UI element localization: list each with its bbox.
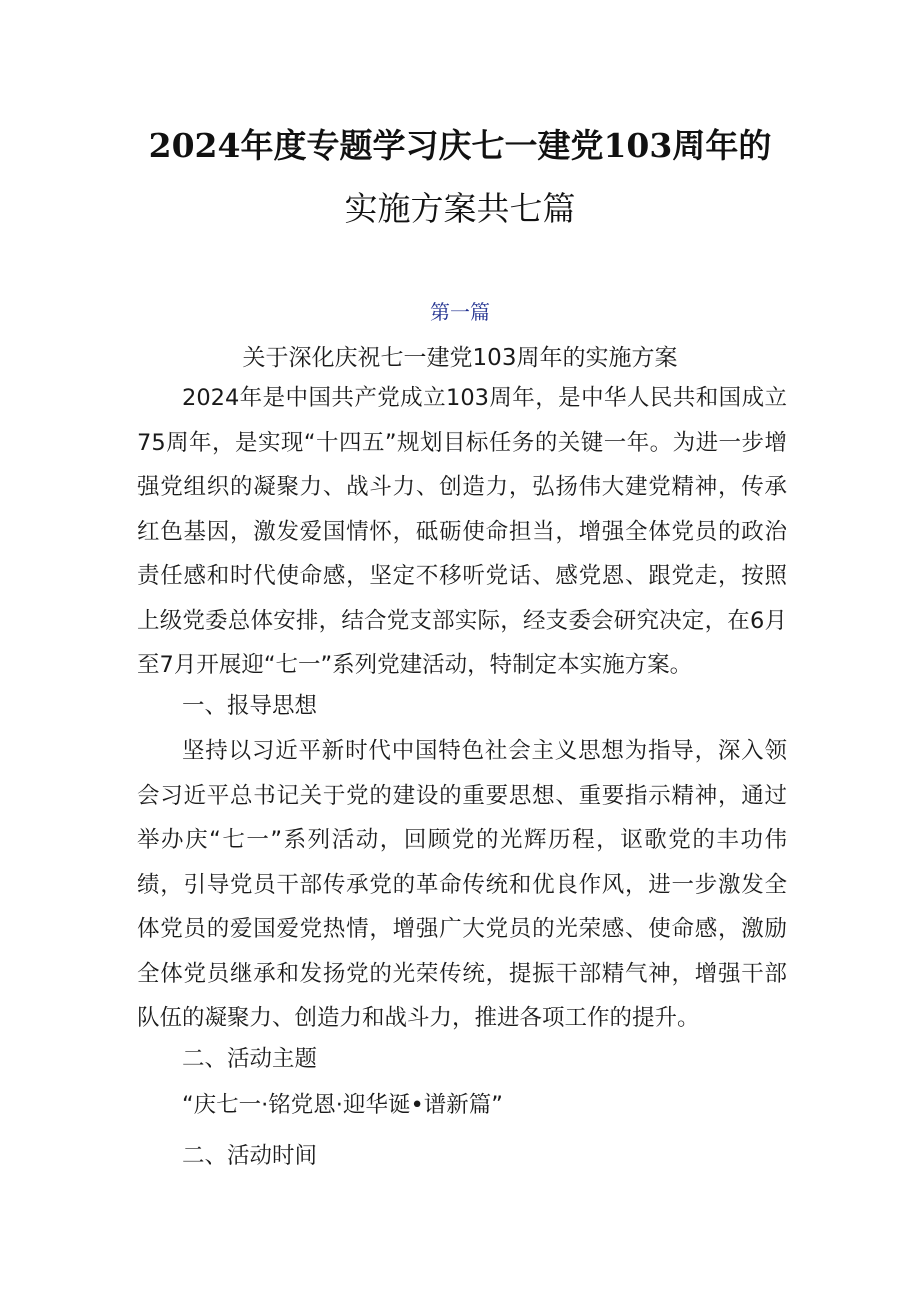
heading-activity-theme: 二、活动主题 xyxy=(182,1046,318,1072)
activity-theme-text: “庆七一·铭党恩·迎华诞•谱新篇” xyxy=(182,1092,503,1118)
heading-guiding-ideology: 一、报导思想 xyxy=(182,693,318,719)
document-title-line-2: 实施方案共七篇 xyxy=(344,189,576,228)
section-subtitle: 关于深化庆祝七一建党103周年的实施方案 xyxy=(242,345,678,371)
body-paragraph-intro: 2024年是中国共产党成立103周年，是中华人民共和国成立75周年，是实现“十四五”规划目标任务的关键一年。为进一步增强党组织的凝聚力、战斗力、创造力，弘扬伟大建党精神，传承红色基因，激发爱国情怀，砥砺使命担当，增强全体党员的政治责任感和时代使命感，坚定不移听党话、感党恩、跟党走，按照上级党委总体安排，结合党支部实际，经支委会研究决定，在6月至7月开展迎“七一”系列党建活动，特制定本实施方案。 xyxy=(137,385,787,678)
heading-activity-time: 二、活动时间 xyxy=(182,1143,318,1169)
body-paragraph-guiding-ideology: 坚持以习近平新时代中国特色社会主义思想为指导，深入领会习近平总书记关于党的建设的重要思想、重要指示精神，通过举办庆“七一”系列活动，回顾党的光辉历程，讴歌党的丰功伟绩，引导党员干部传承党的革命传统和优良作风，进一步激发全体党员的爱国爱党热情，增强广大党员的光荣感、使命感，激励全体党员继承和发扬党的光荣传统，提振干部精气神，增强干部队伍的凝聚力、创造力和战斗力，推进各项工作的提升。 xyxy=(137,738,787,1031)
document-title-line-1: 2024年度专题学习庆七一建党103周年的 xyxy=(148,126,772,165)
section-label: 第一篇 xyxy=(430,300,490,324)
